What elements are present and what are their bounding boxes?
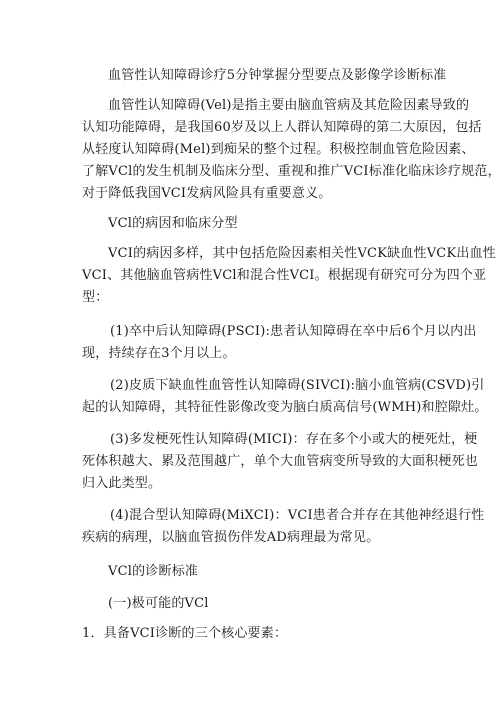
intro-line: 认知功能障碍，是我国60岁及以上人群认知障碍的第二大原因，包括 [82,120,482,135]
section-heading-etiology: VCl的病因和临床分型 [108,216,238,231]
document-title: 血管性认知障碍诊疗5分钟掌握分型要点及影像学诊断标准 [108,68,447,83]
subtype-paragraph-3 [82,429,479,495]
subtype-line: (3)多发梗死性认知障碍(MICI)：存在多个小或大的梗死灶，梗 [110,432,478,447]
subtype-line: (4)混合型认知障碍(MiXCI)：VCI患者合并存在其他神经退行性 [110,508,485,523]
subtype-line: (1)卒中后认知障碍(PSCI):患者认知障碍在卒中后6个月以内出 [110,324,477,339]
intro-line: 对于降低我国VCI发病风险具有重要意义。 [82,186,332,201]
subtype-paragraph-1 [82,321,477,365]
intro-line: 从轻度认知障碍(Mel)到痴呆的整个过程。积极控制血管危险因素、 [82,142,475,157]
intro-line: 了解VCl的发生机制及临床分型、重视和推广VCI标准化临床诊疗规范， [82,164,501,179]
subtype-line: 现，持续存在3个月以上。 [82,346,236,361]
subtype-line: 起的认知障碍，其特征性影像改变为脑白质高信号(WMH)和腔隙灶。 [82,400,488,415]
etiology-line: VCI、其他脑血管病性VCl和混合性VCI。根据现有研究可分为四个亚 [82,268,487,283]
subtype-paragraph-2 [82,375,488,419]
intro-line: 血管性认知障碍(Vel)是指主要由脑血管病及其危险因素导致的 [108,98,470,113]
document-content [82,65,501,645]
section-heading-diagnosis: VCl的诊断标准 [108,564,199,579]
etiology-line: VCI的病因多样，其中包括危险因素相关性VCK缺血性VCK出血性 [108,246,496,261]
subtype-line: 归入此类型。 [82,476,162,491]
etiology-paragraph [82,243,496,309]
subtype-line: (2)皮质下缺血性血管性认知障碍(SIVCI):脑小血管病(CSVD)引 [110,378,485,393]
subtype-line: 疾病的病理，以脑血管损伤伴发AD病理最为常见。 [82,530,380,545]
criteria-item-1: 1．具备VCI诊断的三个核心要素： [82,626,288,641]
etiology-line: 型： [82,290,109,305]
subsection-heading-probable-vci: (一)极可能的VCl [108,596,209,611]
subtype-paragraph-4 [82,505,485,549]
intro-paragraph [82,95,501,205]
subtype-line: 死体积越大、累及范围越广，单个大血管病变所导致的大面积梗死也 [82,454,479,469]
